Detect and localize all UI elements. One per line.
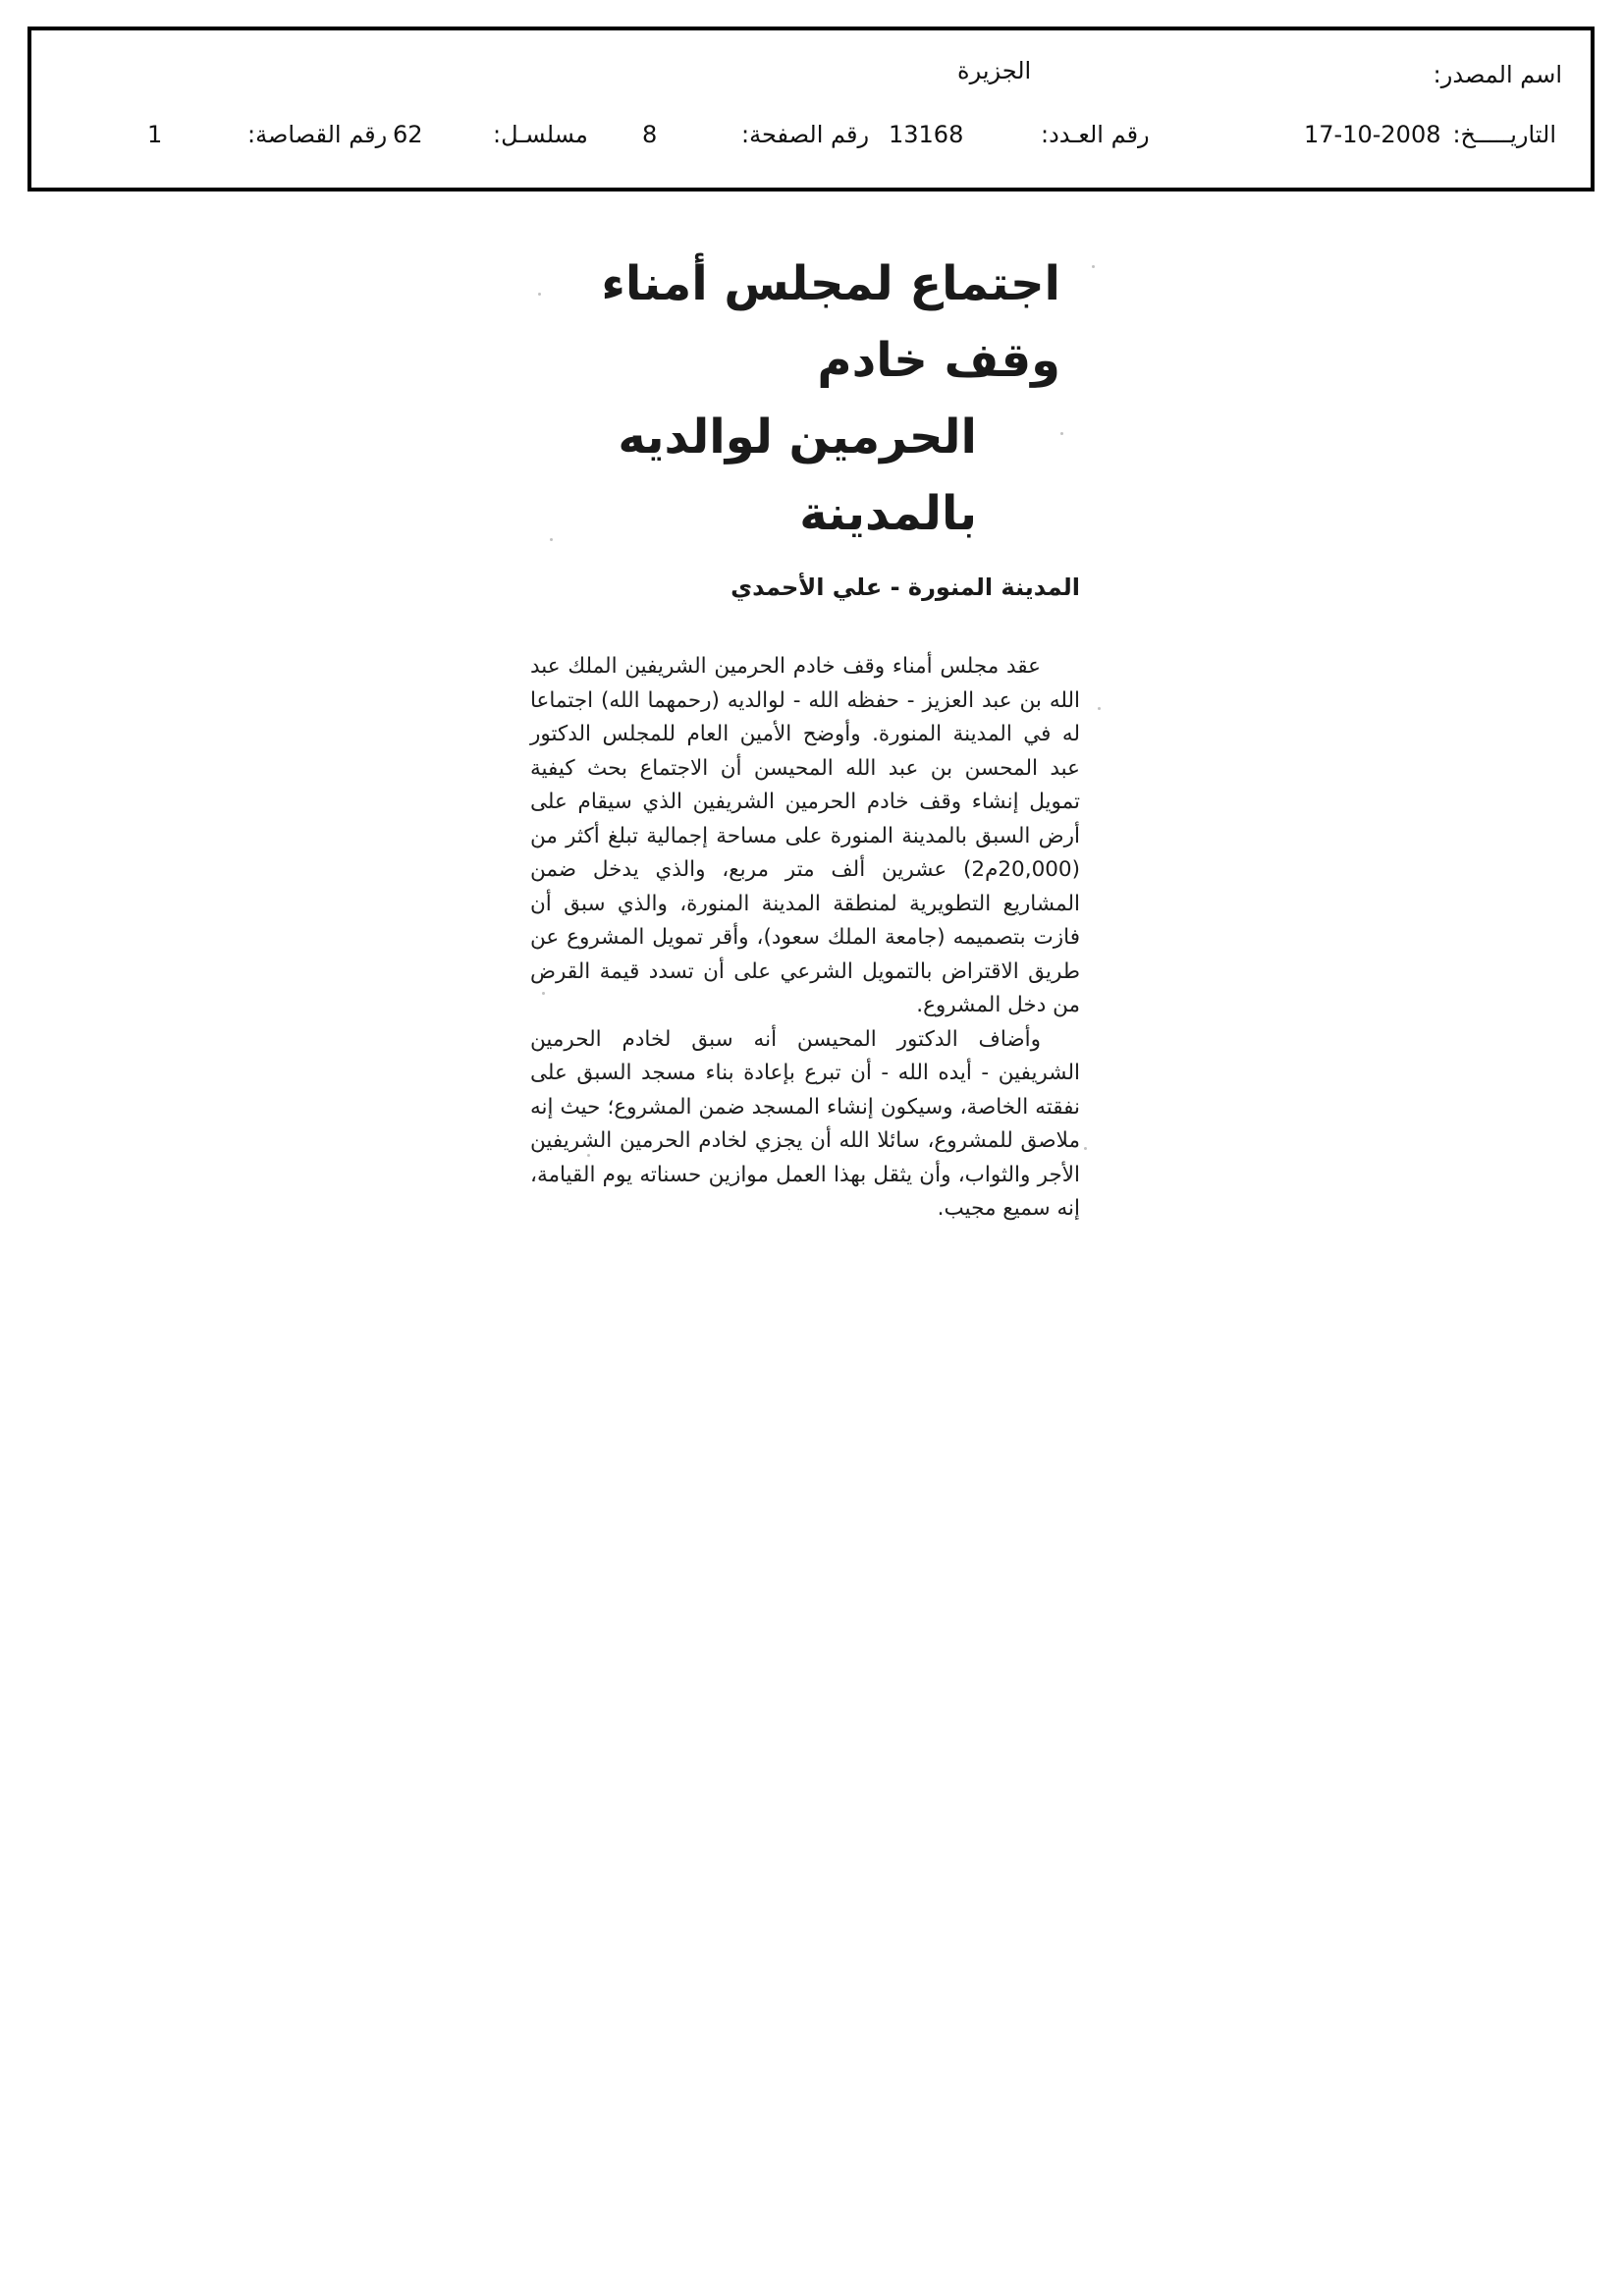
article-paragraph-2: وأضاف الدكتور المحيسن أنه سبق لخادم الحرمين الشريفين - أيده الله - أن تبرع بإعادة بناء مسجد السبق على نفقته الخاصة، وسيكون إنشاء المسجد ضمن المشروع؛ حيث إنه ملاصق للمشروع، سائلا الله أن يجزي لخادم الحرمين الشريفين الأجر والثواب، وأن يثقل بهذا العمل موازين حسناته يوم القيامة، إنه سميع مجيب.	[530, 1026, 1080, 1221]
article-byline: المدينة المنورة - علي الأحمدي	[730, 574, 1080, 601]
article-body	[530, 650, 1080, 1227]
serial-label: مسلسـل:	[493, 121, 588, 148]
page-label: رقم الصفحة:	[741, 121, 870, 148]
source-value: الجزيرة	[957, 57, 1032, 84]
headline-line-1: اجتماع لمجلس أمناء وقف خادم	[601, 256, 1060, 388]
article-paragraph-1: عقد مجلس أمناء وقف خادم الحرمين الشريفين الملك عبد الله بن عبد العزيز - حفظه الله - لوالديه (رحمهما الله) اجتماعا له في المدينة المنورة. وأوضح الأمين العام للمجلس الدكتور عبد المحسن بن عبد الله المحيسن أن الاجتماع بحث كيفية تمويل إنشاء وقف خادم الحرمين الشريفين الذي سيقام على أرض السبق بالمدينة المنورة على مساحة إجمالية تبلغ أكثر من (20,000م2) عشرين ألف متر مربع، والذي يدخل ضمن المشاريع التطويرية لمنطقة المدينة المنورة، والذي سبق أن فازت بتصميمه (جامعة الملك سعود)، وأقر تمويل المشروع عن طريق الاقتراض بالتمويل الشرعي على أن تسدد قيمة القرض من دخل المشروع.	[530, 654, 1080, 1017]
clip-value: 1	[147, 121, 163, 148]
page-value: 8	[642, 121, 658, 148]
article-headline	[530, 246, 1080, 552]
article-clipping	[530, 246, 1080, 1227]
scan-speck	[1084, 1147, 1087, 1150]
scan-speck	[1092, 265, 1095, 268]
date-label: التاريـــــخ:	[1452, 121, 1556, 148]
scan-speck	[542, 992, 545, 995]
source-label: اسم المصدر:	[1433, 61, 1562, 88]
clipping-metadata-box	[27, 27, 1595, 191]
scan-speck	[1098, 707, 1101, 710]
date-value: 17-10-2008	[1304, 121, 1441, 148]
issue-value: 13168	[889, 121, 964, 148]
scan-speck	[1060, 432, 1063, 435]
scan-speck	[550, 538, 553, 541]
scan-speck	[587, 1154, 590, 1157]
scan-speck	[538, 293, 541, 296]
clip-label: رقم القصاصة:	[247, 121, 388, 148]
headline-line-2: الحرمين لوالديه بالمدينة	[618, 410, 977, 541]
issue-label: رقم العـدد:	[1041, 121, 1150, 148]
serial-value: 62	[393, 121, 423, 148]
